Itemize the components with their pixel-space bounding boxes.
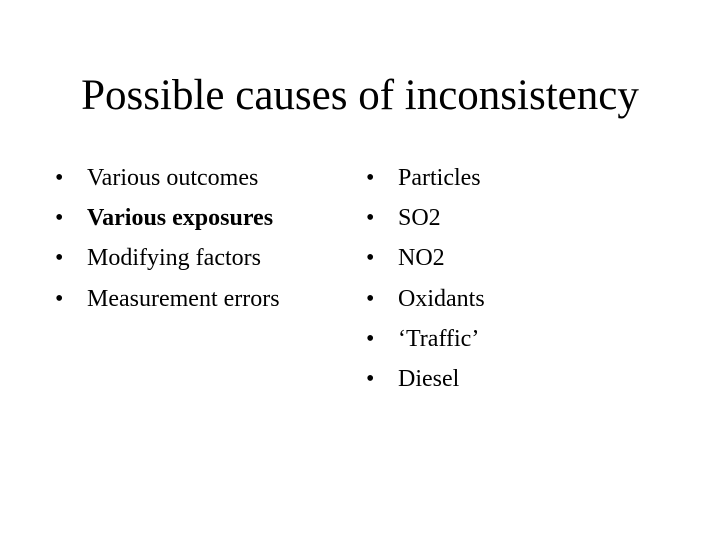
list-item-text: Diesel: [398, 365, 460, 392]
bullet-icon: •: [55, 245, 64, 272]
list-item: [55, 198, 280, 238]
list-item: [366, 198, 485, 238]
bullet-icon: •: [366, 365, 375, 392]
bullet-icon: •: [366, 245, 375, 272]
list-item: [55, 238, 280, 278]
slide-title: Possible causes of inconsistency: [81, 72, 639, 119]
list-item: [55, 279, 280, 319]
list-item-text: SO2: [398, 205, 441, 232]
list-item: [366, 279, 485, 319]
list-item-text: Particles: [398, 165, 481, 191]
list-item-text: Various exposures: [87, 205, 274, 232]
bullet-icon: •: [55, 285, 64, 312]
exposures-list: [366, 158, 485, 399]
list-item-text: ‘Traffic’: [398, 325, 480, 352]
list-item: [366, 158, 485, 198]
bullet-icon: •: [366, 285, 375, 312]
bullet-icon: •: [55, 205, 64, 232]
causes-list: [55, 158, 280, 319]
list-item-text: Modifying factors: [87, 245, 261, 272]
bullet-icon: •: [55, 165, 64, 191]
list-item-text: Measurement errors: [87, 285, 280, 312]
bullet-icon: •: [366, 205, 375, 232]
list-item: [366, 359, 485, 399]
list-item-text: Various outcomes: [87, 165, 259, 191]
list-item: [366, 238, 485, 278]
list-item-text: NO2: [398, 245, 445, 272]
list-item: [366, 319, 485, 359]
list-item: [55, 158, 280, 198]
bullet-icon: •: [366, 325, 375, 352]
list-item-text: Oxidants: [398, 285, 485, 312]
bullet-icon: •: [366, 165, 375, 191]
